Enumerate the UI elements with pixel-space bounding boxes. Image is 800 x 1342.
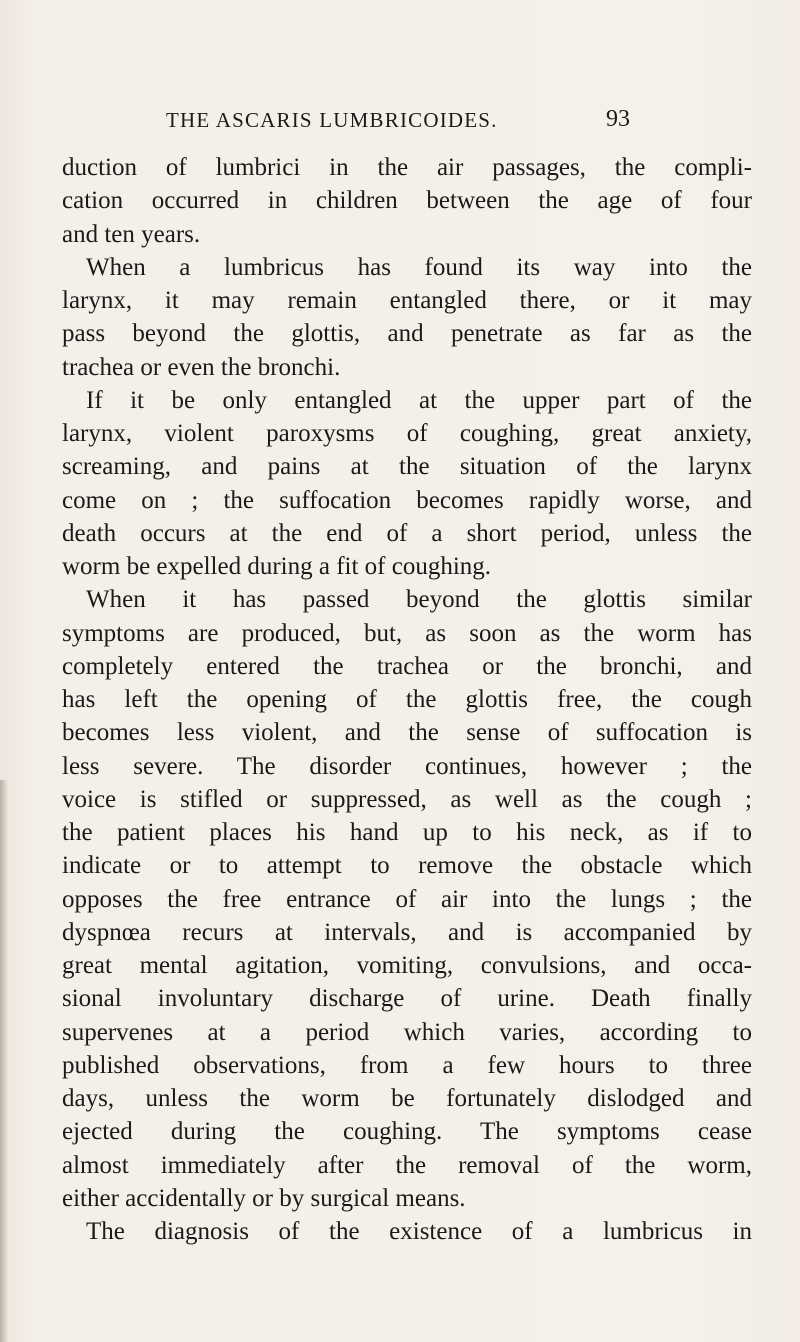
text-line: If it be only entangled at the upper part of the xyxy=(86,386,752,414)
text-line: pass beyond the glottis, and penetrate as far as the xyxy=(62,320,752,348)
text-line: duction of lumbrici in the air passages, the compli- xyxy=(62,154,752,181)
text-line: great mental agitation, vomiting, convulsions, and occa- xyxy=(62,952,752,979)
page-number: 93 xyxy=(606,106,630,132)
text-line: supervenes at a period which varies, according to xyxy=(62,1018,752,1046)
text-line: either accidentally or by surgical means. xyxy=(62,1184,466,1212)
text-line: When it has passed beyond the glottis similar xyxy=(86,586,752,614)
text-line: death occurs at the end of a short period, unless the xyxy=(62,519,752,547)
text-line: cation occurred in children between the age of four xyxy=(62,187,752,215)
text-line: The diagnosis of the existence of a lumbricus in xyxy=(86,1218,752,1245)
text-line: symptoms are produced, but, as soon as the worm has xyxy=(62,619,752,647)
text-line: has left the opening of the glottis free, the cough xyxy=(62,686,752,713)
text-line: sional involuntary discharge of urine. Death finally xyxy=(62,985,752,1013)
text-line: indicate or to attempt to remove the obstacle which xyxy=(62,852,752,880)
text-line: larynx, it may remain entangled there, or it may xyxy=(62,287,752,314)
text-line: the patient places his hand up to his neck, as if to xyxy=(62,819,752,846)
text-line: When a lumbricus has found its way into the xyxy=(86,253,752,281)
text-line: trachea or even the bronchi. xyxy=(62,353,341,381)
page-header xyxy=(0,108,800,138)
text-line: less severe. The disorder continues, however ; the xyxy=(62,752,752,780)
text-line: worm be expelled during a fit of coughing. xyxy=(62,553,492,580)
text-line: and ten years. xyxy=(62,220,201,248)
binding-shadow xyxy=(0,780,8,1342)
text-line: becomes less violent, and the sense of suffocation is xyxy=(62,719,752,747)
text-line: completely entered the trachea or the bronchi, and xyxy=(62,652,752,680)
text-line: dyspnœa recurs at intervals, and is accompanied by xyxy=(62,918,752,946)
text-line: larynx, violent paroxysms of coughing, great anxiety, xyxy=(62,420,752,447)
text-line: screaming, and pains at the situation of the larynx xyxy=(62,453,752,481)
text-line: days, unless the worm be fortunately dislodged and xyxy=(62,1085,752,1112)
text-line: opposes the free entrance of air into the lungs ; the xyxy=(62,885,752,913)
text-line: almost immediately after the removal of the worm, xyxy=(62,1151,752,1179)
body-text xyxy=(62,151,752,1248)
text-line: ejected during the coughing. The symptoms cease xyxy=(62,1118,752,1146)
text-line: published observations, from a few hours to three xyxy=(62,1051,752,1079)
running-title: THE ASCARIS LUMBRICOIDES. xyxy=(166,108,498,132)
text-line: come on ; the suffocation becomes rapidly worse, and xyxy=(62,486,752,514)
text-line: voice is stifled or suppressed, as well as the cough ; xyxy=(62,785,752,813)
